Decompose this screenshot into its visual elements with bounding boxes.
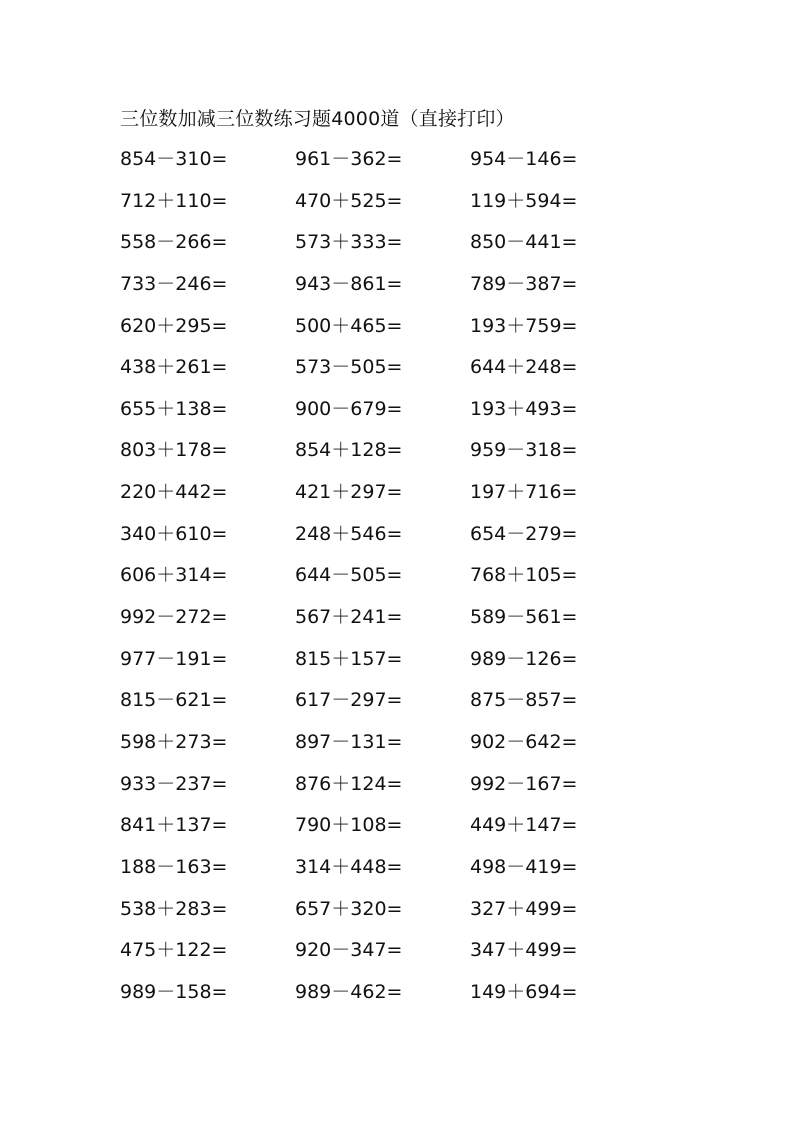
page-title: 三位数加减三位数练习题4000道（直接打印）: [120, 108, 515, 130]
problem-grid: [120, 146, 645, 1020]
math-problem: 567＋241=: [295, 606, 403, 629]
math-problem: 347＋499=: [470, 939, 578, 962]
math-problem: 854－310=: [120, 148, 228, 170]
math-problem: 900－679=: [295, 397, 403, 420]
math-problem: 500＋465=: [295, 314, 403, 337]
math-problem: 498－419=: [470, 855, 578, 878]
math-problem: 789－387=: [470, 272, 578, 295]
math-problem: 598＋273=: [120, 730, 228, 753]
math-problem: 475＋122=: [120, 939, 228, 962]
math-problem: 449＋147=: [470, 814, 578, 837]
math-problem: 573－505=: [295, 356, 403, 379]
math-problem: 992－272=: [120, 606, 228, 629]
math-problem: 193＋493=: [470, 397, 578, 420]
math-problem: 876＋124=: [295, 772, 403, 795]
math-problem: 149＋694=: [470, 980, 578, 1003]
math-problem: 589－561=: [470, 606, 578, 629]
math-problem: 733－246=: [120, 272, 228, 295]
math-problem: 768＋105=: [470, 564, 578, 587]
math-problem: 943－861=: [295, 272, 403, 295]
math-problem: 617－297=: [295, 689, 403, 712]
math-problem: 992－167=: [470, 772, 578, 795]
math-problem: 850－441=: [470, 231, 578, 254]
math-problem: 933－237=: [120, 772, 228, 795]
math-problem: 188－163=: [120, 855, 228, 878]
math-problem: 314＋448=: [295, 855, 403, 878]
math-problem: 815＋157=: [295, 647, 403, 670]
math-problem: 193＋759=: [470, 314, 578, 337]
math-problem: 961－362=: [295, 148, 403, 170]
math-problem: 606＋314=: [120, 564, 228, 587]
math-problem: 977－191=: [120, 647, 228, 670]
math-problem: 854＋128=: [295, 439, 403, 462]
math-problem: 897－131=: [295, 730, 403, 753]
math-problem: 959－318=: [470, 439, 578, 462]
math-problem: 815－621=: [120, 689, 228, 712]
math-problem: 644－505=: [295, 564, 403, 587]
math-problem: 421＋297=: [295, 481, 403, 504]
math-problem: 657＋320=: [295, 897, 403, 920]
math-problem: 712＋110=: [120, 189, 228, 212]
math-problem: 197＋716=: [470, 481, 578, 504]
math-problem: 220＋442=: [120, 481, 228, 504]
math-problem: 573＋333=: [295, 231, 403, 254]
math-problem: 558－266=: [120, 231, 228, 254]
math-problem: 803＋178=: [120, 439, 228, 462]
math-problem: 989－158=: [120, 980, 228, 1003]
math-problem: 954－146=: [470, 148, 578, 170]
math-problem: 920－347=: [295, 939, 403, 962]
math-problem: 470＋525=: [295, 189, 403, 212]
math-problem: 644＋248=: [470, 356, 578, 379]
math-problem: 248＋546=: [295, 522, 403, 545]
math-problem: 327＋499=: [470, 897, 578, 920]
math-problem: 790＋108=: [295, 814, 403, 837]
math-problem: 438＋261=: [120, 356, 228, 379]
math-problem: 620＋295=: [120, 314, 228, 337]
math-problem: 875－857=: [470, 689, 578, 712]
math-problem: 841＋137=: [120, 814, 228, 837]
math-problem: 538＋283=: [120, 897, 228, 920]
math-problem: 989－126=: [470, 647, 578, 670]
math-problem: 989－462=: [295, 980, 403, 1003]
math-problem: 340＋610=: [120, 522, 228, 545]
math-problem: 654－279=: [470, 522, 578, 545]
math-problem: 902－642=: [470, 730, 578, 753]
math-problem: 119＋594=: [470, 189, 578, 212]
math-problem: 655＋138=: [120, 397, 228, 420]
